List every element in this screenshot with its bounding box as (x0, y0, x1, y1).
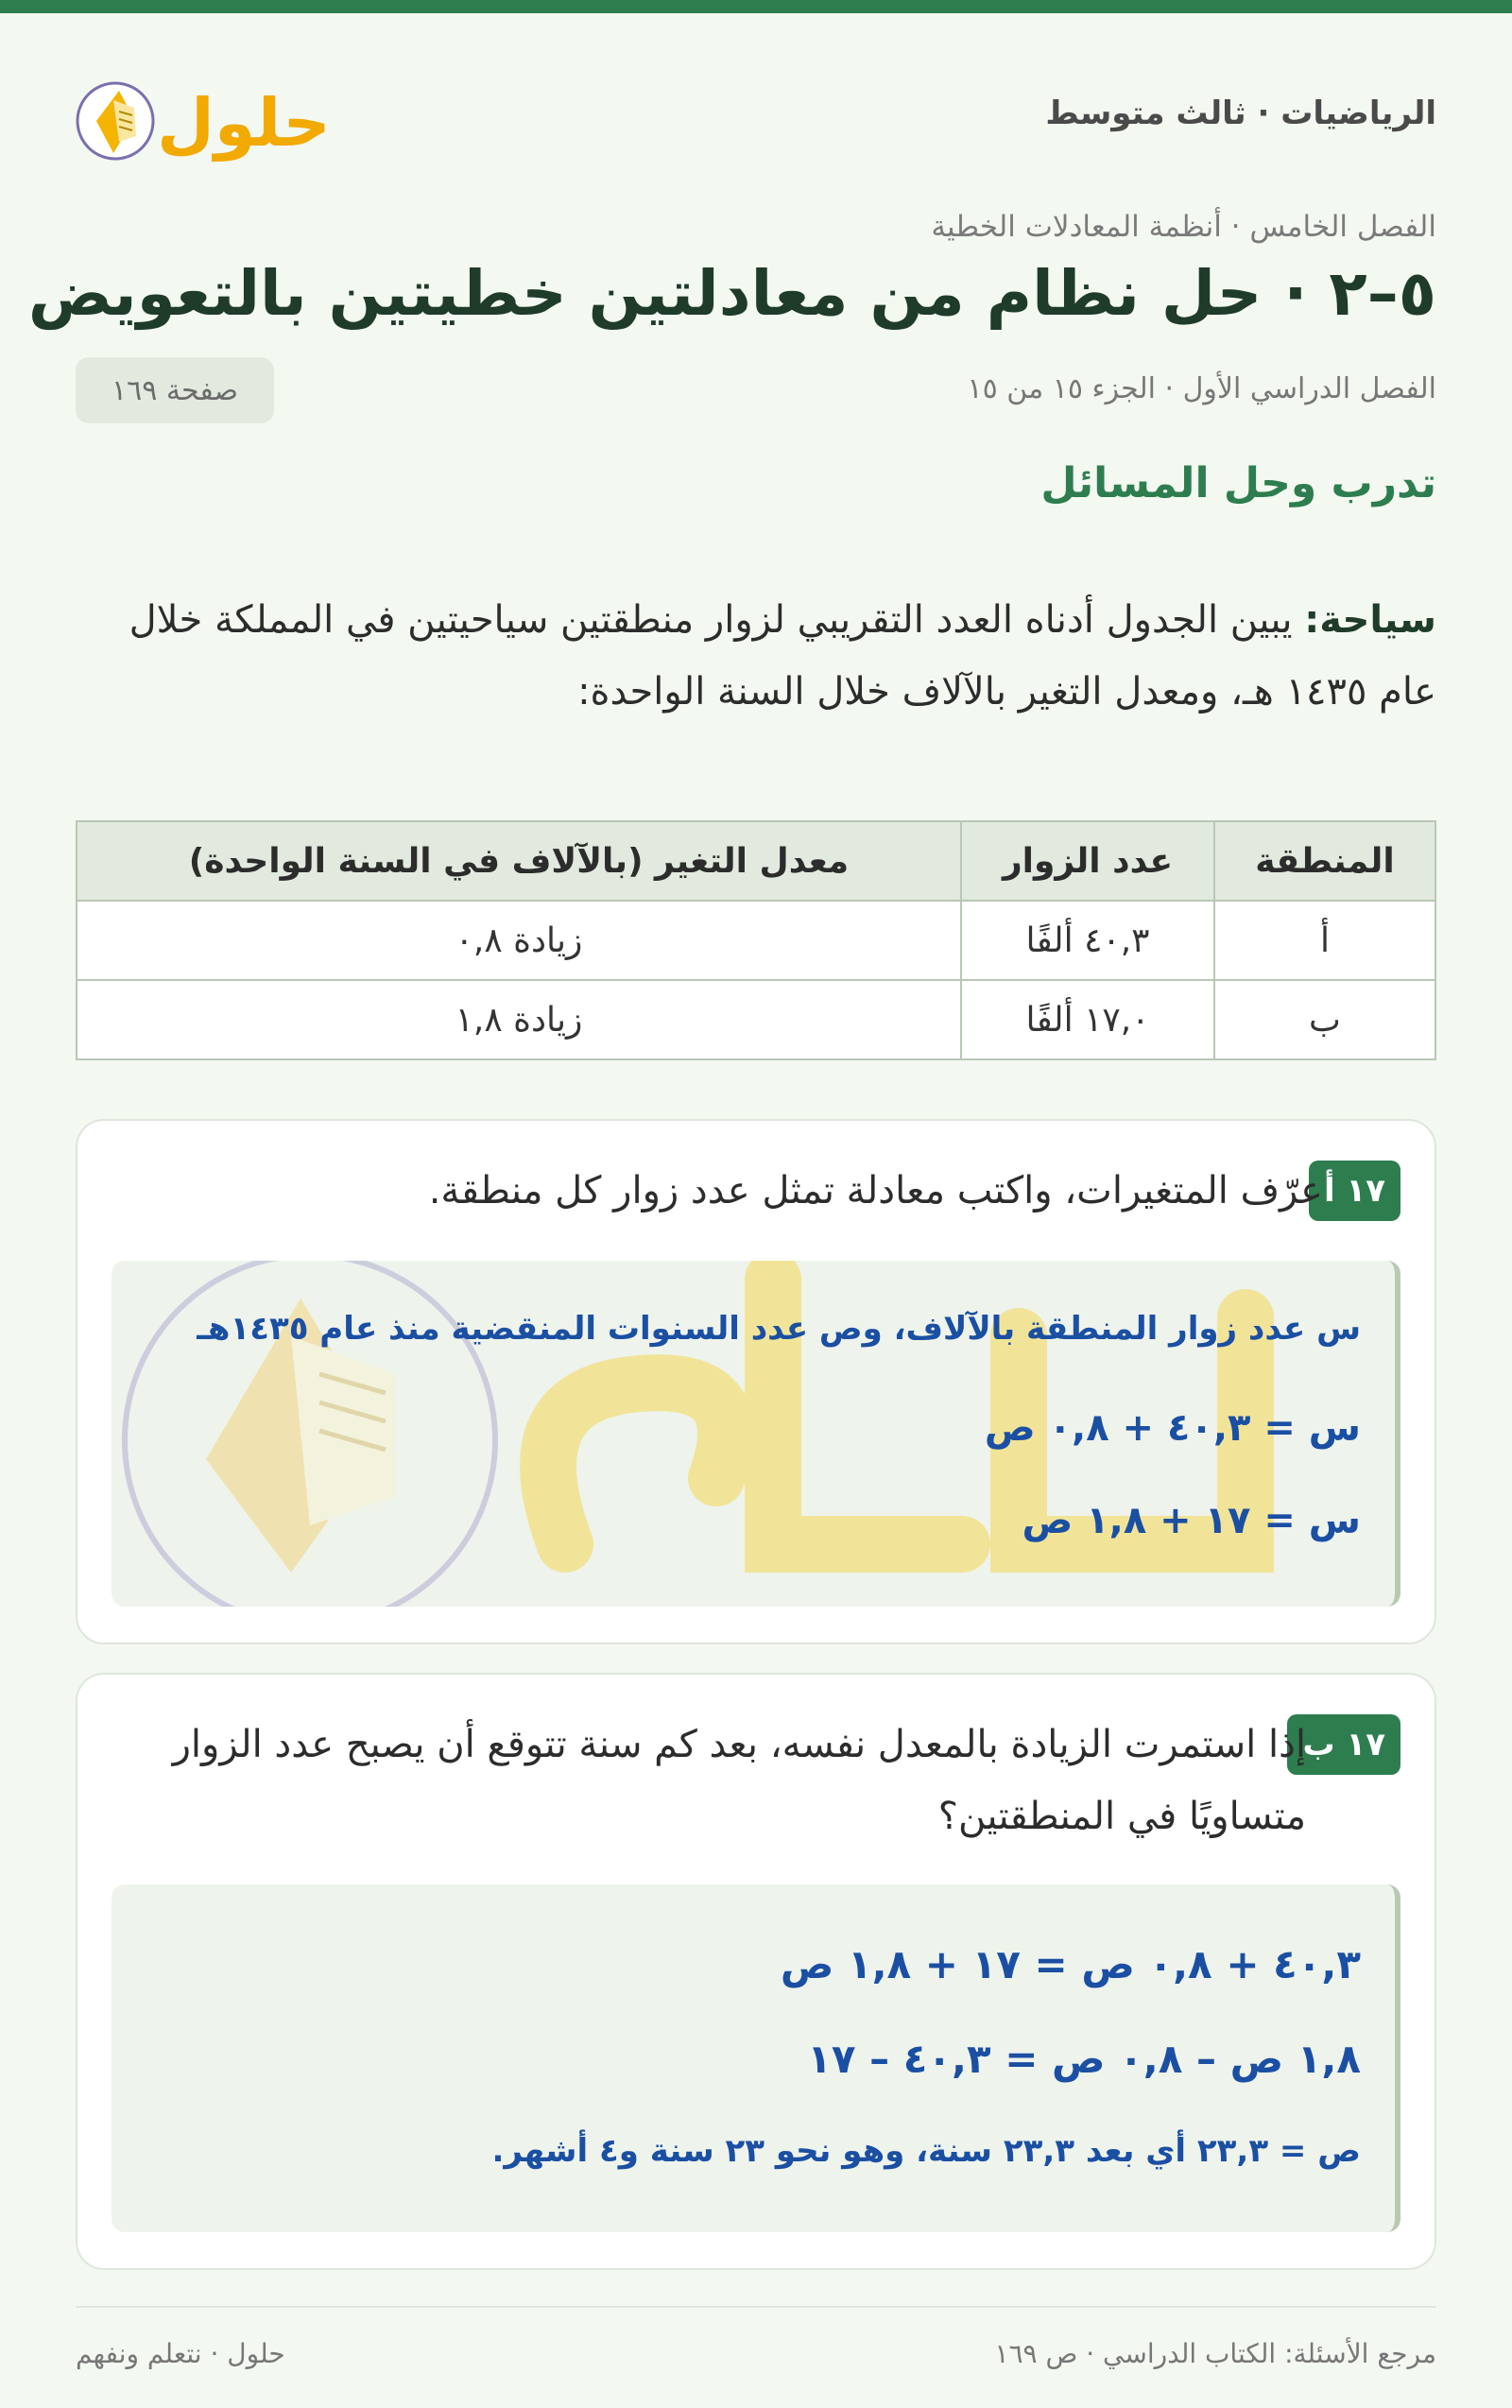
visitors-table (76, 820, 1436, 1060)
section-title: تدرب وحل المسائل (1040, 459, 1436, 507)
table-cell: أ (1214, 901, 1435, 980)
footer-reference: مرجع الأسئلة: الكتاب الدراسي · ص ١٦٩ (994, 2338, 1436, 2369)
answer-conclusion: ص = ٢٣,٣ أي بعد ٢٣,٣ سنة، وهو نحو ٢٣ سنة و٤ أشهر. (491, 2132, 1361, 2170)
answer-equation: س = ٤٠,٣ + ٠,٨ ص (984, 1406, 1361, 1450)
intro-text: يبين الجدول أدناه العدد التقريبي لزوار منطقتين سياحيتين في المملكة خلال عام ١٤٣٥ هـ، ومعدل التغير بالآلاف خلال السنة الواحدة: (129, 598, 1436, 714)
intro-label: سياحة: (1304, 598, 1436, 642)
page-header (76, 57, 1436, 180)
table-header-cell: معدل التغير (بالآلاف في السنة الواحدة) (77, 821, 961, 901)
table-cell: ١٧,٠ ألفًا (961, 980, 1214, 1059)
answer-box (112, 1884, 1400, 2232)
table-cell: ٤٠,٣ ألفًا (961, 901, 1214, 980)
footer-divider (76, 2306, 1436, 2308)
site-logo[interactable] (76, 62, 340, 176)
question-text: عرّف المتغيرات، واكتب معادلة تمثل عدد زوار كل منطقة. (428, 1169, 1323, 1213)
table-cell: زيادة ٠,٨ (77, 901, 961, 980)
table-row (77, 980, 1435, 1059)
term-label: الفصل الدراسي الأول · الجزء ١٥ من ١٥ (967, 372, 1436, 405)
chapter-label: الفصل الخامس · أنظمة المعادلات الخطية (931, 210, 1436, 244)
logo-wordmark: حلول (157, 84, 331, 162)
answer-variables: س عدد زوار المنطقة بالآلاف، وص عدد السنوات المنقضية منذ عام ١٤٣٥هـ (197, 1310, 1361, 1348)
table-header-cell: المنطقة (1214, 821, 1435, 901)
question-text: إذا استمرت الزيادة بالمعدل نفسه، بعد كم سنة تتوقع أن يصبح عدد الزوار متساويًا في المنطقتين؟ (172, 1723, 1306, 1838)
top-accent-bar (0, 0, 1512, 13)
question-badge: ١٧ ب (1287, 1714, 1400, 1775)
answer-equation: س = ١٧ + ١,٨ ص (1022, 1499, 1361, 1542)
lesson-title: ٥–٢ · حل نظام من معادلتين خطيتين بالتعويض (27, 257, 1436, 330)
subject-label: الرياضيات · ثالث متوسط (1045, 95, 1436, 132)
table-cell: زيادة ١,٨ (77, 980, 961, 1059)
table-cell: ب (1214, 980, 1435, 1059)
table-header-row (77, 821, 1435, 901)
question-badge: ١٧ أ (1309, 1161, 1400, 1221)
question-card-17a (76, 1119, 1436, 1644)
table-header-cell: عدد الزوار (961, 821, 1214, 901)
question-card-17b (76, 1673, 1436, 2270)
answer-box (112, 1261, 1400, 1607)
page-number-badge: صفحة ١٦٩ (76, 357, 274, 423)
answer-equation: ٤٠,٣ + ٠,٨ ص = ١٧ + ١,٨ ص (780, 1941, 1361, 1987)
footer-brand: حلول · نتعلم ونفهم (76, 2338, 285, 2369)
table-row (77, 901, 1435, 980)
problem-intro (76, 584, 1436, 728)
answer-equation: ١,٨ ص – ٠,٨ ص = ٤٠,٣ – ١٧ (807, 2036, 1361, 2082)
